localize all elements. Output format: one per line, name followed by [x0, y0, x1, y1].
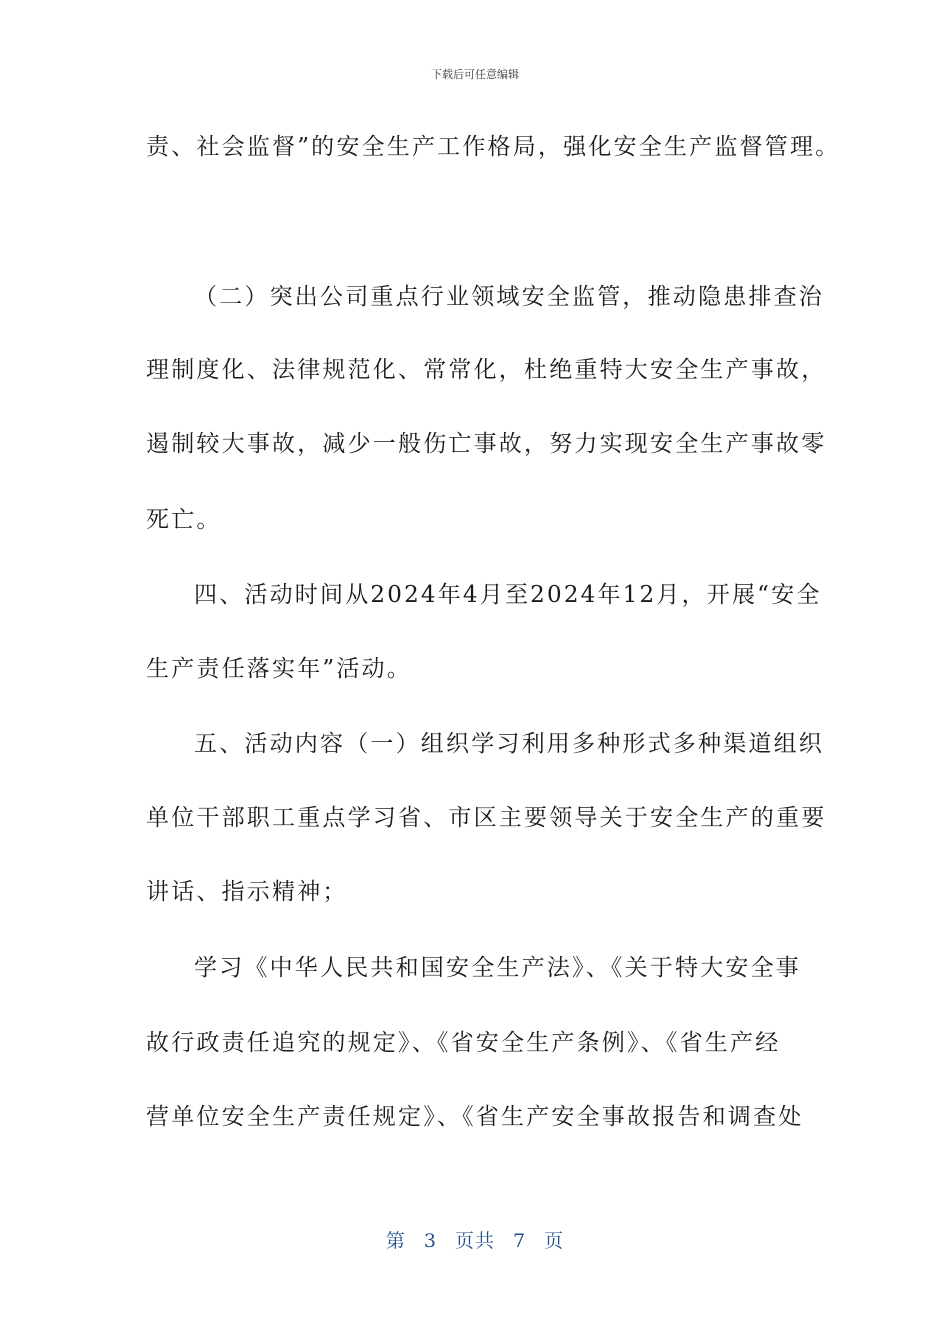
paragraph-line: 责、社会监督”的安全生产工作格局，强化安全生产监督管理。: [146, 134, 841, 160]
footer-di: 第: [385, 1230, 406, 1252]
footer-ye: 页: [544, 1230, 565, 1252]
paragraph-line: 四、活动时间从2024年4月至2024年12月，开展“安全: [194, 582, 822, 608]
paragraph-line: 营单位安全生产责任规定》、《省生产安全事故报告和调查处: [146, 1104, 804, 1130]
footer-current-page: 3: [423, 1230, 437, 1252]
paragraph-line: 生产责任落实年”活动。: [146, 656, 412, 682]
paragraph-line: 讲话、指示精神；: [146, 879, 348, 905]
paragraph-line: 单位干部职工重点学习省、市区主要领导关于安全生产的重要: [146, 805, 827, 831]
paragraph-line: 遏制较大事故，减少一般伤亡事故，努力实现安全生产事故零: [146, 431, 827, 457]
paragraph-line: 理制度化、法律规范化、常常化，杜绝重特大安全生产事故，: [146, 357, 827, 383]
footer-total-pages: 7: [513, 1230, 527, 1252]
paragraph-line: 死亡。: [146, 507, 222, 533]
paragraph-line: （二）突出公司重点行业领域安全监管，推动隐患排查治: [194, 284, 824, 310]
page-number-footer: [0, 1226, 950, 1253]
paragraph-line: 五、活动内容（一）组织学习利用多种形式多种渠道组织: [194, 731, 824, 757]
footer-ye-gong: 页共: [454, 1230, 495, 1252]
paragraph-line: 学习《中华人民共和国安全生产法》、《关于特大安全事: [194, 955, 801, 981]
page-header: 下载后可任意编辑: [431, 68, 519, 81]
paragraph-line: 故行政责任追究的规定》、《省安全生产条例》、《省生产经: [146, 1030, 781, 1056]
